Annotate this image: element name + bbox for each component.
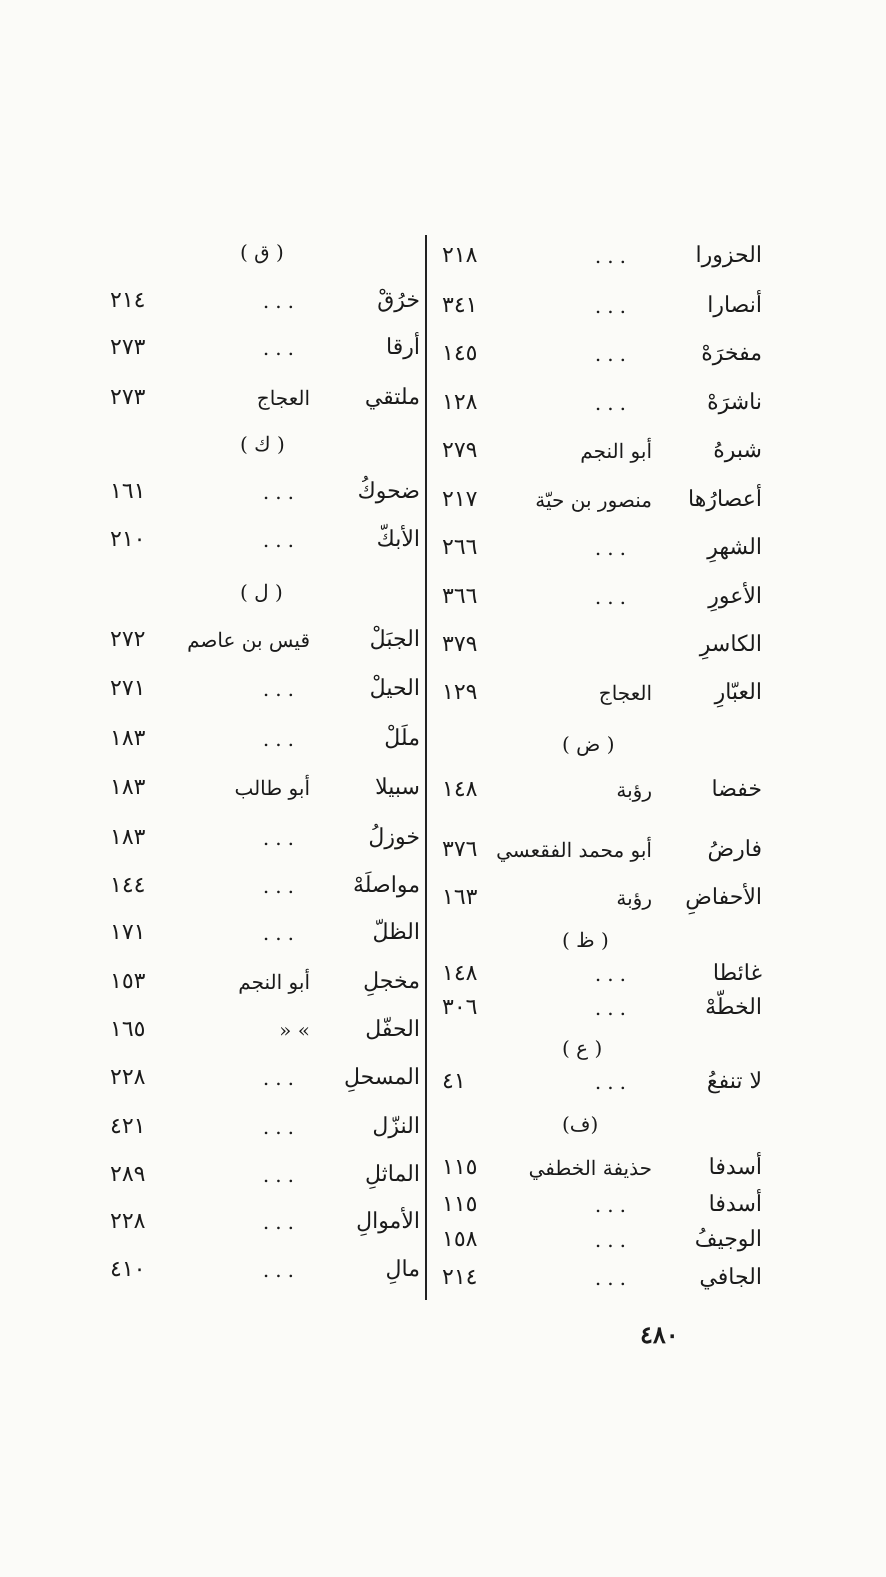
ellipsis: ... bbox=[262, 528, 300, 552]
index-entry bbox=[90, 1058, 420, 1098]
ellipsis: ... bbox=[594, 294, 632, 318]
letter-heading bbox=[90, 572, 420, 612]
rhyme-word: ملَلْ bbox=[384, 726, 420, 751]
index-entry bbox=[90, 472, 420, 512]
index-entry bbox=[432, 830, 772, 870]
ellipsis: ... bbox=[594, 962, 632, 986]
poet-name: العجاج bbox=[598, 681, 652, 705]
page-ref: ٣٧٦ bbox=[442, 837, 478, 862]
index-entry bbox=[90, 520, 420, 560]
letter-label: (ف) bbox=[562, 1112, 599, 1136]
poet-name: قيس بن عاصم bbox=[187, 628, 310, 652]
page-ref: ٢٧٩ bbox=[442, 438, 478, 463]
rhyme-word: سبيلا bbox=[375, 775, 420, 800]
rhyme-word: خرُقْ bbox=[377, 288, 420, 313]
index-entry bbox=[90, 620, 420, 660]
rhyme-word: الحفّل bbox=[365, 1017, 420, 1042]
index-entry bbox=[432, 383, 772, 423]
page-ref: ٣٠٦ bbox=[442, 995, 478, 1020]
rhyme-word: الأبكّ bbox=[376, 527, 420, 552]
page-ref: ٢٢٨ bbox=[110, 1065, 146, 1090]
rhyme-word: الأموالِ bbox=[356, 1209, 420, 1234]
poet-name: منصور بن حيّة bbox=[535, 488, 652, 512]
page-ref: ١٤٥ bbox=[442, 341, 478, 366]
poet-name: أبو النجم bbox=[580, 439, 652, 463]
page-ref: ١٥٣ bbox=[110, 969, 146, 994]
ellipsis: ... bbox=[262, 480, 300, 504]
rhyme-word: مفخرَهْ bbox=[701, 341, 762, 366]
index-entry bbox=[432, 480, 772, 520]
page-ref: ٢٧٢ bbox=[110, 627, 146, 652]
page-ref: ١٨٣ bbox=[110, 775, 146, 800]
letter-heading bbox=[432, 1104, 772, 1144]
page-ref: ٢٧١ bbox=[110, 676, 146, 701]
letter-label: ( ظ ) bbox=[562, 928, 609, 952]
page-ref: ٢١٧ bbox=[442, 487, 478, 512]
rhyme-word: الوجيفُ bbox=[694, 1227, 762, 1252]
index-entry bbox=[432, 1062, 772, 1102]
page-ref: ٣٧٩ bbox=[442, 632, 478, 657]
rhyme-word: الجافي bbox=[699, 1265, 762, 1290]
ellipsis: ... bbox=[594, 342, 632, 366]
rhyme-word: مواصلَهْ bbox=[352, 873, 420, 898]
index-entry bbox=[90, 1107, 420, 1147]
index-entry bbox=[90, 1202, 420, 1242]
ellipsis: ... bbox=[594, 996, 632, 1020]
rhyme-word: ناشرَهْ bbox=[707, 390, 762, 415]
poet-name: العجاج bbox=[256, 386, 310, 410]
page-ref: ٢٦٦ bbox=[442, 535, 478, 560]
page-ref: ١٤٨ bbox=[442, 961, 478, 986]
index-entry bbox=[90, 1155, 420, 1195]
index-entry bbox=[90, 768, 420, 808]
page-ref: ٢٧٣ bbox=[110, 385, 146, 410]
index-entry bbox=[432, 577, 772, 617]
index-entry bbox=[432, 770, 772, 810]
rhyme-word: الكاسرِ bbox=[699, 632, 762, 657]
ellipsis: ... bbox=[262, 1115, 300, 1139]
ellipsis: ... bbox=[262, 727, 300, 751]
rhyme-word: مالِ bbox=[385, 1257, 420, 1282]
poet-name: أبو طالب bbox=[234, 776, 310, 800]
index-entry bbox=[90, 1010, 420, 1050]
index-entry bbox=[90, 281, 420, 321]
index-entry bbox=[432, 878, 772, 918]
ellipsis: ... bbox=[594, 585, 632, 609]
rhyme-word: مخجلِ bbox=[363, 969, 420, 994]
rhyme-word: الحزورا bbox=[695, 243, 762, 268]
page-ref: ٤٢١ bbox=[110, 1114, 146, 1139]
page-ref: ١٦٣ bbox=[442, 885, 478, 910]
index-entry bbox=[432, 988, 772, 1028]
ellipsis: ... bbox=[594, 1228, 632, 1252]
index-entry bbox=[432, 1220, 772, 1260]
rhyme-word: الأحفاضِ bbox=[685, 885, 762, 910]
rhyme-word: الماثلِ bbox=[364, 1162, 420, 1187]
index-entry bbox=[90, 378, 420, 418]
page-ref: ١٤٨ bbox=[442, 777, 478, 802]
index-entry bbox=[90, 1250, 420, 1290]
page-ref: ٤١ bbox=[442, 1069, 466, 1094]
page-number: ٤٨٠ bbox=[640, 1320, 679, 1349]
index-entry bbox=[432, 286, 772, 326]
page-ref: ١٢٨ bbox=[442, 390, 478, 415]
ellipsis: ... bbox=[594, 391, 632, 415]
page-ref: ٢٨٩ bbox=[110, 1162, 146, 1187]
rhyme-word: الجبَلْ bbox=[369, 627, 420, 652]
ellipsis: ... bbox=[262, 289, 300, 313]
rhyme-word: المسحلِ bbox=[343, 1065, 420, 1090]
page-ref: ١٤٤ bbox=[110, 873, 146, 898]
ellipsis: ... bbox=[594, 1266, 632, 1290]
letter-heading bbox=[90, 424, 420, 464]
rhyme-word: الحيلْ bbox=[369, 676, 420, 701]
letter-label: ( ق ) bbox=[240, 240, 284, 264]
ellipsis: ... bbox=[594, 536, 632, 560]
letter-label: ( ل ) bbox=[240, 580, 283, 604]
poet-name: حذيفة الخطفي bbox=[528, 1156, 652, 1180]
letter-label: ( ع ) bbox=[562, 1036, 603, 1060]
ellipsis: ... bbox=[262, 1163, 300, 1187]
letter-heading bbox=[90, 232, 420, 272]
ellipsis: ... bbox=[262, 336, 300, 360]
rhyme-word: أنصارا bbox=[707, 293, 762, 318]
rhyme-word: غائطا bbox=[712, 961, 762, 986]
ellipsis: ... bbox=[262, 921, 300, 945]
ellipsis: ... bbox=[262, 874, 300, 898]
index-entry bbox=[90, 669, 420, 709]
page-ref: ٢١٨ bbox=[442, 243, 478, 268]
index-entry bbox=[432, 528, 772, 568]
index-entry bbox=[90, 866, 420, 906]
ellipsis: ... bbox=[594, 1070, 632, 1094]
page-ref: ٢١٤ bbox=[110, 288, 146, 313]
ellipsis: ... bbox=[594, 1193, 632, 1217]
letter-heading bbox=[432, 724, 772, 764]
rhyme-word: أسدفا bbox=[708, 1192, 762, 1217]
poet-name: أبو محمد الفقعسي bbox=[496, 838, 652, 862]
page-ref: ١٢٩ bbox=[442, 680, 478, 705]
rhyme-word: لا تنفعُ bbox=[706, 1069, 762, 1094]
page-ref: ١١٥ bbox=[442, 1155, 478, 1180]
page-ref: ٤١٠ bbox=[110, 1257, 146, 1282]
index-entry bbox=[90, 913, 420, 953]
page-ref: ١٨٣ bbox=[110, 726, 146, 751]
ellipsis: ... bbox=[262, 1210, 300, 1234]
rhyme-word: الأعورِ bbox=[708, 584, 762, 609]
index-entry bbox=[432, 1185, 772, 1225]
rhyme-word: أرقا bbox=[386, 335, 420, 360]
rhyme-word: فارضُ bbox=[707, 837, 762, 862]
page-ref: ١١٥ bbox=[442, 1192, 478, 1217]
index-entry bbox=[90, 328, 420, 368]
page-ref: ١٥٨ bbox=[442, 1227, 478, 1252]
ellipsis: ... bbox=[262, 826, 300, 850]
page-ref: ٣٦٦ bbox=[442, 584, 478, 609]
poet-name: أبو النجم bbox=[238, 970, 310, 994]
rhyme-word: شبرهُ bbox=[713, 438, 762, 463]
column-divider bbox=[425, 235, 427, 1300]
page-ref: ٢٢٨ bbox=[110, 1209, 146, 1234]
index-entry bbox=[432, 431, 772, 471]
index-entry bbox=[432, 673, 772, 713]
page-ref: ١٦٥ bbox=[110, 1017, 146, 1042]
rhyme-word: الظلّ bbox=[372, 920, 420, 945]
rhyme-word: الشهرِ bbox=[707, 535, 762, 560]
rhyme-word: خفضا bbox=[711, 777, 762, 802]
page-ref: ٢١٠ bbox=[110, 527, 146, 552]
page-ref: ٣٤١ bbox=[442, 293, 478, 318]
index-entry bbox=[90, 818, 420, 858]
rhyme-word: أعصارُها bbox=[688, 487, 762, 512]
rhyme-word: ملتقي bbox=[364, 385, 420, 410]
page-ref: ٢٧٣ bbox=[110, 335, 146, 360]
rhyme-word: الخطّهْ bbox=[705, 995, 762, 1020]
rhyme-word: خوزلُ bbox=[368, 825, 420, 850]
poet-name: رؤبة bbox=[616, 886, 652, 910]
index-entry bbox=[432, 334, 772, 374]
page-ref: ١٨٣ bbox=[110, 825, 146, 850]
page-ref: ١٦١ bbox=[110, 479, 146, 504]
rhyme-word: ضحوكُ bbox=[357, 479, 420, 504]
index-entry bbox=[432, 1258, 772, 1298]
ellipsis: ... bbox=[262, 677, 300, 701]
letter-label: ( ض ) bbox=[562, 732, 615, 756]
index-entry bbox=[432, 625, 772, 665]
index-entry bbox=[90, 719, 420, 759]
rhyme-word: أسدفا bbox=[708, 1155, 762, 1180]
ellipsis: ... bbox=[594, 244, 632, 268]
letter-label: ( ك ) bbox=[240, 432, 285, 456]
rhyme-word: النزّل bbox=[372, 1114, 420, 1139]
page-ref: ٢١٤ bbox=[442, 1265, 478, 1290]
rhyme-word: العبّارِ bbox=[714, 680, 762, 705]
index-entry bbox=[90, 962, 420, 1002]
ellipsis: ... bbox=[262, 1258, 300, 1282]
poet-name: » « bbox=[279, 1018, 310, 1042]
ellipsis: ... bbox=[262, 1066, 300, 1090]
poet-name: رؤبة bbox=[616, 778, 652, 802]
page-ref: ١٧١ bbox=[110, 920, 146, 945]
index-entry bbox=[432, 1148, 772, 1188]
index-entry bbox=[432, 236, 772, 276]
